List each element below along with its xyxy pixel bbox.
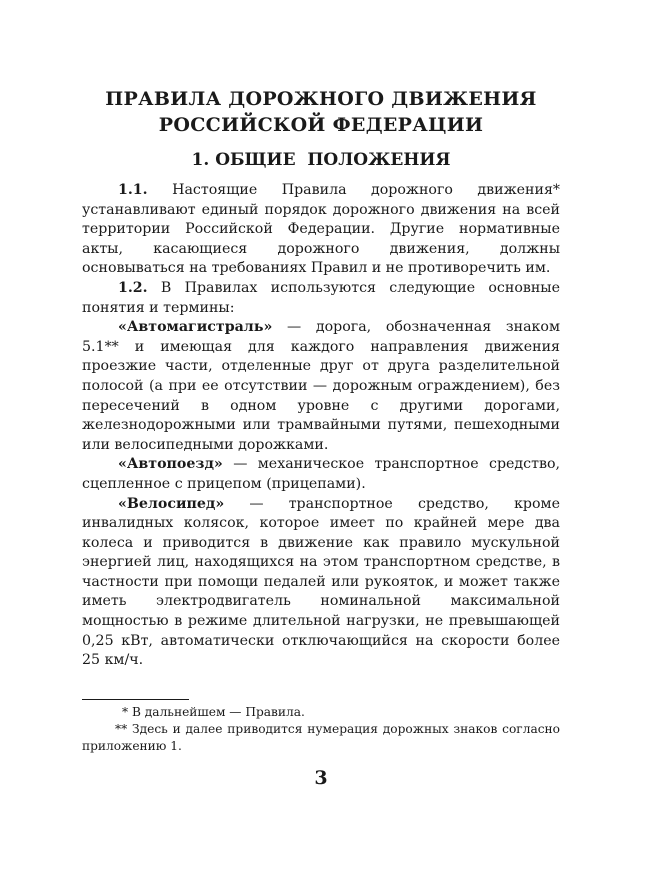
paragraph-text: Настоящие Правила дорожного движения* устанавливают единый порядок дорожного движения на всей территории Российской Федерации. Другие нормативные акты, касающиеся дорожного движения, должны основываться на требованиях Правил и не противоречить им.: [82, 182, 560, 277]
paragraph-1-1: [82, 181, 560, 279]
term-definition: — транспортное средство, кроме инвалидных колясок, которое имеет по крайней мере два колеса и приводится в движение как правило мускульной энергией лиц, находящихся на этом транспортном средстве, в частности при помощи педалей или рукояток, и может также иметь электродвигатель номинальной максимальной мощностью в режиме длительной нагрузки, не превышающей 0,25 кВт, автоматически отключающийся на скорости более 25 км/ч.: [82, 495, 560, 669]
footnotes: [82, 704, 560, 755]
page-number: 3: [314, 767, 328, 789]
term-definition: — дорога, обозначенная знаком 5.1** и имеющая для каждого направления движения проезжие части, отделенные друг от друга разделительной полосой (а при ее отсутствии — дорожным ограждением), без пересечений в одном уровне с другими дорогами, железнодорожными или трамвайными путями, пешеходными или велосипедными дорожками.: [82, 319, 560, 453]
section-heading: 1. ОБЩИЕ ПОЛОЖЕНИЯ: [191, 150, 451, 170]
footnote-1: * В дальнейшем — Правила.: [122, 705, 305, 719]
term-name: «Велосипед»: [118, 495, 225, 512]
paragraph-lead: 1.2.: [118, 279, 148, 296]
term-name: «Автопоезд»: [118, 456, 223, 473]
term-avtopoezd: [82, 455, 560, 494]
title-line-2: РОССИЙСКОЙ ФЕДЕРАЦИИ: [158, 114, 484, 136]
paragraph-text: В Правилах используются следующие основные понятия и термины:: [82, 279, 560, 316]
footnote-divider: [82, 699, 189, 700]
body-text: [82, 181, 560, 671]
document-title: [82, 86, 560, 138]
term-velosiped: [82, 495, 560, 671]
title-line-1: ПРАВИЛА ДОРОЖНОГО ДВИЖЕНИЯ: [105, 88, 537, 110]
term-avtomagistral: [82, 318, 560, 455]
paragraph-1-2: [82, 279, 560, 318]
term-name: «Автомагистраль»: [118, 319, 273, 336]
footnote-2: ** Здесь и далее приводится нумерация дорожных знаков согласно приложению 1.: [82, 722, 560, 753]
paragraph-lead: 1.1.: [118, 182, 148, 198]
term-definition: — механическое транспортное средство, сцепленное с прицепом (прицепами).: [82, 456, 560, 492]
